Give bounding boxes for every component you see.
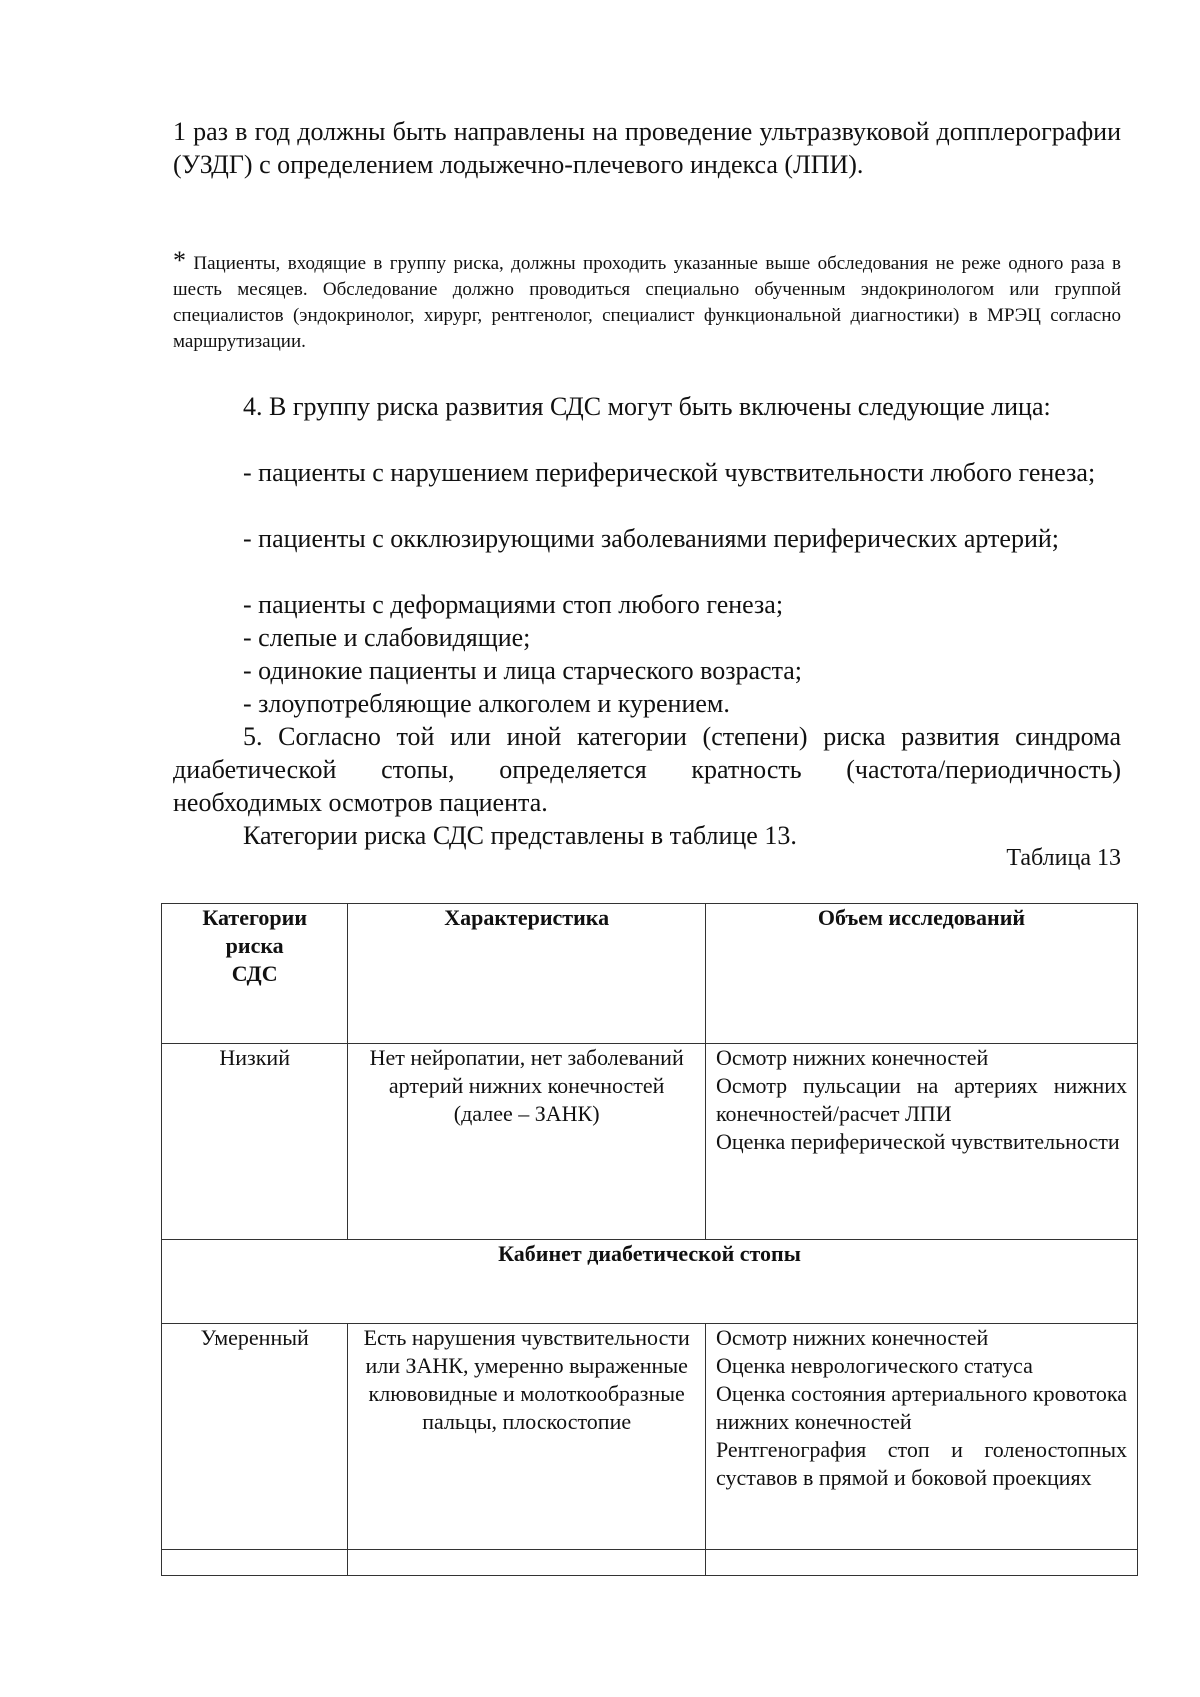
header-exams: Объем исследований: [705, 904, 1137, 1044]
list-item: - пациенты с окклюзирующими заболеваниями периферических артерий;: [243, 524, 1060, 553]
paragraph-5: 5. Согласно той или иной категории (степени) риска развития синдрома диабетической стопы, определяется кратность (частота/периодичность) необходимых осмотров пациента.: [173, 722, 1121, 817]
list-item: - слепые и слабовидящие;: [243, 623, 531, 652]
empty-cell: [162, 1550, 348, 1576]
cell-characteristic-moderate: Есть нарушения чувствительности или ЗАНК, умеренно выраженные клювовидные и молоткообразные пальцы, плоскостопие: [348, 1324, 706, 1550]
cell-exams-low: Осмотр нижних конечностей Осмотр пульсации на артериях нижних конечностей/расчет ЛПИ Оценка периферической чувствительности: [705, 1044, 1137, 1240]
header-characteristic: Характеристика: [348, 904, 706, 1044]
cell-category-low: Низкий: [162, 1044, 348, 1240]
list-item: - пациенты с деформациями стоп любого генеза;: [243, 590, 784, 619]
list-item: - злоупотребляющие алкоголем и курением.: [243, 689, 730, 718]
cell-category-moderate: Умеренный: [162, 1324, 348, 1550]
list-item: - одинокие пациенты и лица старческого возраста;: [243, 656, 803, 685]
cell-characteristic-low: Нет нейропатии, нет заболеваний артерий нижних конечностей (далее – ЗАНК): [348, 1044, 706, 1240]
table-row-empty: [162, 1550, 1138, 1576]
table-section-row: [162, 1240, 1138, 1324]
footnote-text: Пациенты, входящие в группу риска, должны проходить указанные выше обследования не реже одного раза в шесть месяцев. Обследование должно проводиться специально обученным эндокринологом или группой специалистов (эндокринолог, хирург, рентгенолог, специалист функциональной диагностики) в МРЭЦ согласно маршрутизации.: [173, 253, 1121, 352]
table-caption: Таблица 13: [1006, 845, 1121, 871]
list-item: - пациенты с нарушением периферической чувствительности любого генеза;: [243, 458, 1096, 487]
paragraph-4: 4. В группу риска развития СДС могут быть включены следующие лица:: [243, 392, 1051, 421]
table-header-row: [162, 904, 1138, 1044]
paragraph-categories: Категории риска СДС представлены в таблице 13.: [243, 821, 797, 850]
footnote: [173, 248, 1121, 355]
section-title: Кабинет диабетической стопы: [162, 1240, 1138, 1324]
risk-table: [161, 903, 1138, 1576]
paragraph-uzdg: 1 раз в год должны быть направлены на проведение ультразвуковой допплерографии (УЗДГ) с определением лодыжечно-плечевого индекса (ЛПИ).: [173, 117, 1121, 179]
table-row: [162, 1324, 1138, 1550]
empty-cell: [705, 1550, 1137, 1576]
cell-exams-moderate: Осмотр нижних конечностей Оценка неврологического статуса Оценка состояния артериального кровотока нижних конечностей Рентгенография стоп и голеностопных суставов в прямой и боковой проекциях: [705, 1324, 1137, 1550]
table-row: [162, 1044, 1138, 1240]
footnote-star: *: [173, 246, 186, 275]
header-category: Категории риска СДС: [162, 904, 348, 1044]
empty-cell: [348, 1550, 706, 1576]
